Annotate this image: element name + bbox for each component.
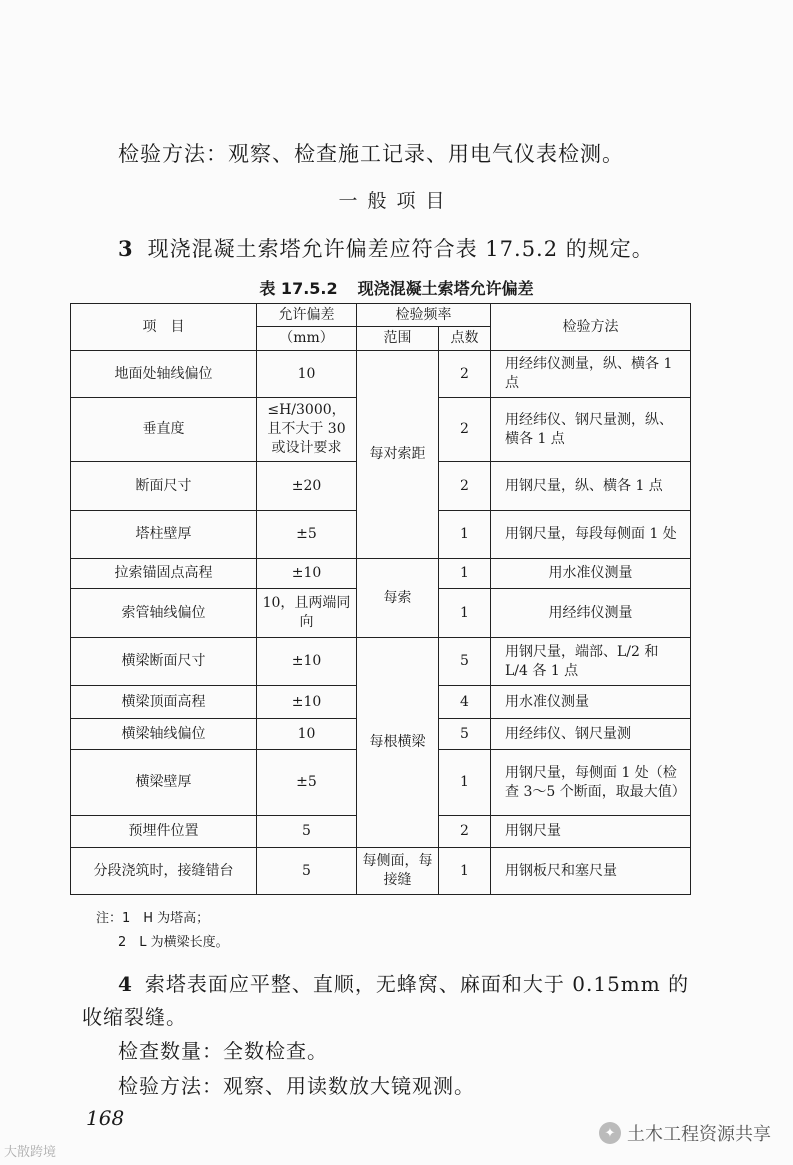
row-tolerance: 5 xyxy=(257,816,357,848)
row-method: 用经纬仪测量，纵、横各 1 点 xyxy=(491,351,691,398)
header-range: 范围 xyxy=(357,327,439,351)
row-method: 用钢尺量，端部、L/2 和 L/4 各 1 点 xyxy=(491,638,691,686)
row-item: 索管轴线偏位 xyxy=(71,589,257,638)
header-tolerance: 允许偏差 xyxy=(257,304,357,327)
row-item: 横梁壁厚 xyxy=(71,750,257,816)
inspection-quantity: 检查数量：全数检查。 xyxy=(118,1039,328,1063)
row-points: 2 xyxy=(439,462,491,511)
row-tolerance: ±5 xyxy=(257,750,357,816)
note-1: 注：1 H 为塔高； xyxy=(96,911,210,926)
row-points: 1 xyxy=(439,750,491,816)
row-item: 预埋件位置 xyxy=(71,816,257,848)
clause-3-text: 现浇混凝土索塔允许偏差应符合表 17.5.2 的规定。 xyxy=(147,237,654,261)
row-method: 用钢板尺和塞尺量 xyxy=(491,848,691,895)
table-caption-number: 表 17.5.2 xyxy=(259,279,338,298)
row-tolerance: ±20 xyxy=(257,462,357,511)
row-points: 1 xyxy=(439,511,491,559)
row-method: 用经纬仪、钢尺量测 xyxy=(491,719,691,750)
row-points: 2 xyxy=(439,398,491,462)
row-method: 用水准仪测量 xyxy=(491,559,691,589)
header-frequency: 检验频率 xyxy=(357,304,491,327)
row-method: 用钢尺量，纵、横各 1 点 xyxy=(491,462,691,511)
header-tolerance-unit: （mm） xyxy=(257,327,357,351)
header-points: 点数 xyxy=(439,327,491,351)
range-group-per-beam: 每根横梁 xyxy=(357,638,439,848)
row-item: 分段浇筑时，接缝错台 xyxy=(71,848,257,895)
row-method: 用钢尺量，每侧面 1 处（检查 3～5 个断面，取最大值） xyxy=(491,750,691,816)
row-tolerance: ≤H/3000，且不大于 30 或设计要求 xyxy=(257,398,357,462)
row-points: 1 xyxy=(439,559,491,589)
section-heading: 一般项目 xyxy=(338,190,455,212)
clause-4-text: 索塔表面应平整、直顺，无蜂窝、麻面和大于 0.15mm 的收缩裂缝。 xyxy=(82,972,690,1029)
clause-4 xyxy=(82,968,702,1034)
range-group-per-face-joint: 每侧面，每接缝 xyxy=(357,848,439,895)
inspection-method-2: 检验方法：观察、用读数放大镜观测。 xyxy=(118,1074,475,1098)
row-method: 用经纬仪测量 xyxy=(491,589,691,638)
header-item: 项 目 xyxy=(71,304,257,351)
row-item: 断面尺寸 xyxy=(71,462,257,511)
page-number: 168 xyxy=(86,1106,125,1130)
tolerance-table xyxy=(70,303,691,895)
row-points: 2 xyxy=(439,816,491,848)
clause-4-number: 4 xyxy=(118,972,133,996)
table-row xyxy=(71,638,691,686)
table-row xyxy=(71,848,691,895)
table-caption xyxy=(0,276,793,299)
row-tolerance: ±10 xyxy=(257,559,357,589)
range-group-pair-spacing: 每对索距 xyxy=(357,351,439,559)
row-tolerance: ±10 xyxy=(257,686,357,719)
watermark xyxy=(599,1120,771,1146)
note-2: 2 L 为横梁长度。 xyxy=(118,935,229,950)
row-method: 用钢尺量 xyxy=(491,816,691,848)
table-notes xyxy=(82,907,229,955)
row-points: 2 xyxy=(439,351,491,398)
row-method: 用钢尺量，每段每侧面 1 处 xyxy=(491,511,691,559)
row-points: 5 xyxy=(439,719,491,750)
inspection-method-line: 检验方法：观察、检查施工记录、用电气仪表检测。 xyxy=(118,142,624,166)
row-points: 4 xyxy=(439,686,491,719)
row-tolerance: 10 xyxy=(257,351,357,398)
row-item: 横梁轴线偏位 xyxy=(71,719,257,750)
header-method: 检验方法 xyxy=(491,304,691,351)
row-points: 1 xyxy=(439,848,491,895)
row-item: 横梁顶面高程 xyxy=(71,686,257,719)
row-item: 塔柱壁厚 xyxy=(71,511,257,559)
row-item: 横梁断面尺寸 xyxy=(71,638,257,686)
row-tolerance: 10，且两端同向 xyxy=(257,589,357,638)
row-points: 5 xyxy=(439,638,491,686)
table-caption-title: 现浇混凝土索塔允许偏差 xyxy=(357,279,534,298)
row-points: 1 xyxy=(439,589,491,638)
table-row xyxy=(71,559,691,589)
range-group-per-cable: 每索 xyxy=(357,559,439,638)
clause-3-number: 3 xyxy=(118,236,134,261)
watermark-text: 土木工程资源共享 xyxy=(627,1124,771,1145)
row-tolerance: 10 xyxy=(257,719,357,750)
corner-logo: 大散跨境 xyxy=(4,1145,57,1160)
row-item: 地面处轴线偏位 xyxy=(71,351,257,398)
row-item: 垂直度 xyxy=(71,398,257,462)
clause-3 xyxy=(118,233,654,263)
row-tolerance: ±5 xyxy=(257,511,357,559)
row-tolerance: ±10 xyxy=(257,638,357,686)
row-method: 用经纬仪、钢尺量测，纵、横各 1 点 xyxy=(491,398,691,462)
row-method: 用水准仪测量 xyxy=(491,686,691,719)
row-tolerance: 5 xyxy=(257,848,357,895)
wechat-icon: ✦ xyxy=(599,1122,621,1144)
table-row xyxy=(71,351,691,398)
row-item: 拉索锚固点高程 xyxy=(71,559,257,589)
